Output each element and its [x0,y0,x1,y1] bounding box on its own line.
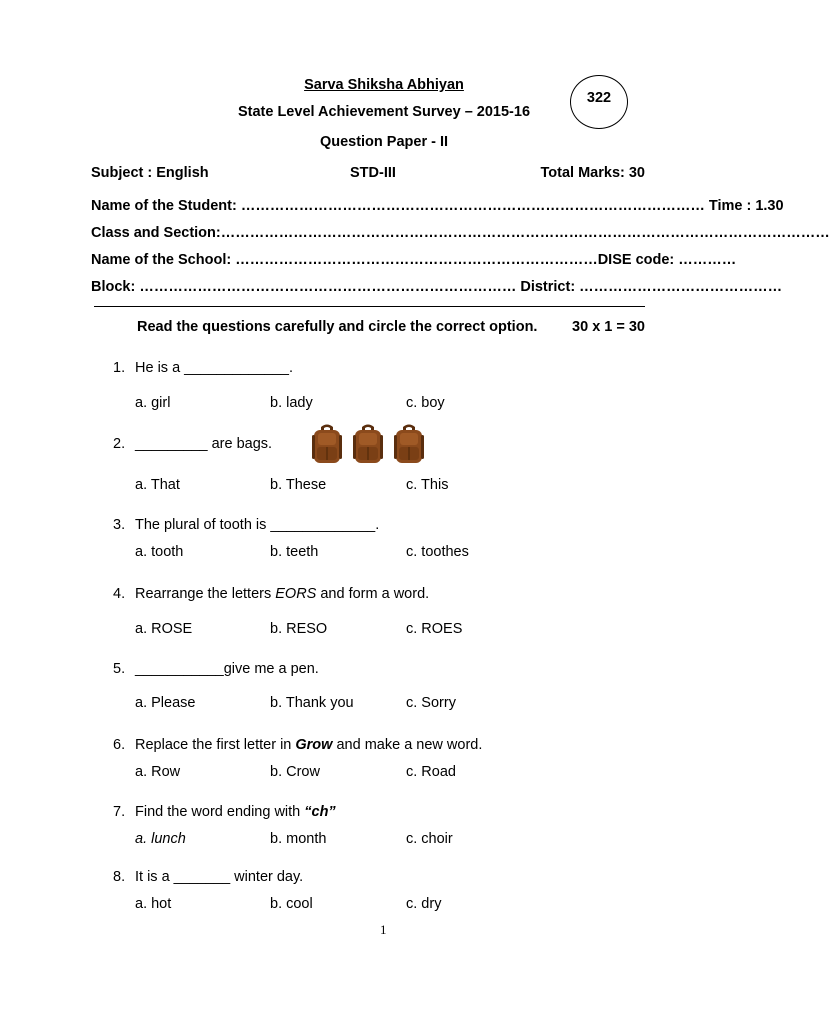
question-text: The plural of tooth is _____________. [135,517,380,533]
question-text-pre: Rearrange the letters [135,586,276,602]
option-a[interactable]: a. tooth [135,544,184,560]
option-c[interactable]: c. dry [406,896,442,912]
question-text: He is a _____________. [135,360,294,376]
question-number: 5. [113,661,126,677]
backpack-icon [311,423,343,465]
question-text: ___________give me a pen. [135,661,319,677]
option-a[interactable]: a. That [135,477,180,493]
marks-formula: 30 x 1 = 30 [572,319,645,335]
question-text-emphasis: “ch” [304,804,336,820]
page-number: 1 [380,922,387,937]
total-marks: Total Marks: 30 [540,165,645,181]
question-number: 4. [113,586,126,602]
question-text [135,804,336,820]
question-number: 1. [113,360,126,376]
option-b[interactable]: b. Crow [270,764,320,780]
school-name-line: Name of the School: …………………………………………………………………DISE code: ………… [91,252,737,268]
question-text-post: and form a word. [316,586,430,602]
question-text-emphasis: EORS [275,586,317,602]
paper-title: Question Paper - II [319,134,449,150]
survey-title: State Level Achievement Survey – 2015-16 [237,104,531,120]
option-b[interactable]: b. lady [270,395,313,411]
option-a[interactable]: a. girl [135,395,171,411]
option-b[interactable]: b. These [270,477,327,493]
option-a[interactable]: a. Row [135,764,181,780]
question-text-pre: Find the word ending with [135,804,305,820]
option-c[interactable]: c. Road [406,764,456,780]
block-district-line: Block: …………………………………………………………………… District: …………………………………… [91,279,783,295]
option-b[interactable]: b. teeth [270,544,319,560]
question-text-pre: Replace the first letter in [135,737,296,753]
question-text: It is a _______ winter day. [135,869,304,885]
question-text-post: and make a new word. [332,737,483,753]
backpack-icon [352,423,384,465]
question-text [135,737,482,753]
question-number: 6. [113,737,126,753]
option-c[interactable]: c. toothes [406,544,469,560]
option-c[interactable]: c. ROES [406,621,463,637]
question-text: _________ are bags. [135,436,273,452]
option-c[interactable]: c. choir [406,831,453,847]
question-number: 7. [113,804,126,820]
option-b[interactable]: b. Thank you [270,695,354,711]
question-number: 8. [113,869,126,885]
divider [94,306,645,307]
option-a[interactable]: a. Please [135,695,196,711]
option-b[interactable]: b. RESO [270,621,328,637]
option-a[interactable]: a. lunch [135,831,186,847]
question-text-emphasis: Grow [295,737,333,753]
option-c[interactable]: c. Sorry [406,695,456,711]
question-number: 3. [113,517,126,533]
backpack-icon [393,423,425,465]
subject-label: Subject : English [91,165,209,181]
student-name-line: Name of the Student: …………………………………………………………………………………… Time : 1.30 [91,198,784,214]
class-section-line: Class and Section:……………………………………………………………………………………………………………… [91,225,830,241]
paper-code-badge [570,75,628,129]
std-label: STD-III [350,165,396,181]
option-a[interactable]: a. hot [135,896,172,912]
option-c[interactable]: c. boy [406,395,445,411]
option-b[interactable]: b. month [270,831,327,847]
question-text [135,586,429,602]
question-number: 2. [113,436,126,452]
instructions: Read the questions carefully and circle the correct option. [137,319,538,335]
org-title: Sarva Shiksha Abhiyan [304,77,464,93]
option-a[interactable]: a. ROSE [135,621,193,637]
option-b[interactable]: b. cool [270,896,313,912]
option-c[interactable]: c. This [406,477,449,493]
paper-code: 322 [586,90,612,106]
